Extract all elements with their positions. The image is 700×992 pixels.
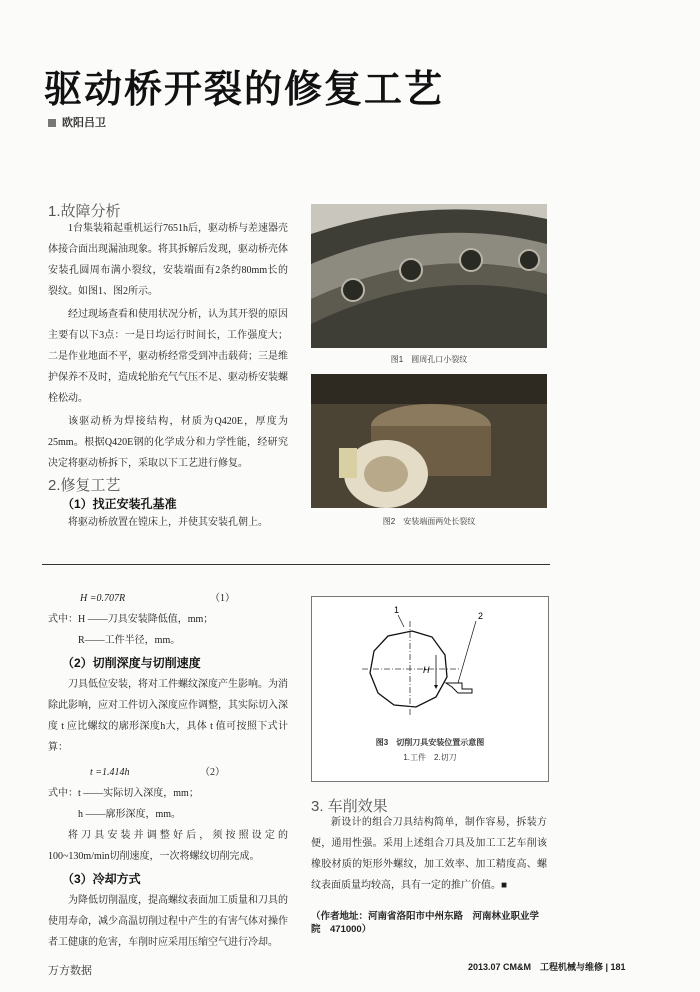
equation-2-definition: h ——廓形深度，mm。 bbox=[78, 809, 182, 820]
article-title: 驱动桥开裂的修复工艺 bbox=[44, 69, 445, 111]
figure3-leader-line bbox=[398, 615, 404, 627]
subsection-paragraph: 为降低切削温度，提高螺纹表面加工质量和刀具的使用寿命，减少高温切削过程中产生的有害气体对操作者工健康的危害，车削时应采用压缩空气进行冷却。 bbox=[48, 895, 288, 948]
subsection-heading: （2）切削深度与切削速度 bbox=[62, 656, 201, 670]
section1-heading: 1.故障分析 bbox=[48, 203, 121, 220]
subsection-heading: （3）冷却方式 bbox=[62, 872, 141, 886]
section-divider bbox=[42, 564, 550, 565]
figure3-label-1: 1 bbox=[394, 605, 400, 615]
figure3-arrow-icon bbox=[434, 685, 438, 689]
equation-2 bbox=[48, 762, 288, 783]
footer-left: 万方数据 bbox=[48, 965, 92, 977]
figure1-caption: 图1 圆周孔口小裂纹 bbox=[390, 355, 468, 364]
figure3-label-h: H bbox=[423, 665, 430, 675]
figure2-caption: 图2 安装端面两处长裂纹 bbox=[382, 517, 476, 526]
equation-2-definition: 式中：t ——实际切入深度，mm； bbox=[48, 788, 199, 799]
figure1-hole bbox=[519, 250, 539, 270]
figure3-diagram bbox=[312, 597, 548, 727]
figure3-label-2: 2 bbox=[478, 611, 484, 621]
subsection-paragraph: 将驱动桥放置在镗床上，并使其安装孔朝上。 bbox=[68, 517, 268, 528]
section1-paragraph: 1台集装箱起重机运行7651h后，驱动桥与差速器壳体接合面出现漏油现象。将其拆解后发现，驱动桥壳体安装孔圆周布满小裂纹，安装端面有2条约80mm长的裂纹。如图1、图2所示。 bbox=[48, 223, 288, 297]
figure2-tool bbox=[339, 448, 357, 478]
footer-page-info: 2013.07 CM&M 工程机械与维修 | 181 bbox=[468, 962, 626, 972]
figure3-caption: 图3 切削刀具安装位置示意图 bbox=[375, 738, 485, 747]
subsection-heading: （1）找正安装孔基准 bbox=[62, 497, 177, 511]
figure3-leader-line bbox=[458, 621, 476, 683]
figure2-upper-shadow bbox=[311, 374, 547, 404]
section3-paragraph: 新设计的组合刀具结构简单，制作容易，拆装方便，通用性强。采用上述组合刀具及加工工艺车削该橡胶材质的矩形外螺纹，加工效率、加工精度高、螺纹表面质量均较高，具有一定的推广价值。■ bbox=[311, 817, 547, 891]
author-name: 欧阳吕卫 bbox=[62, 117, 106, 129]
section1-body bbox=[48, 218, 288, 474]
figure1-photo bbox=[311, 204, 547, 348]
section3-heading: 3. 车削效果 bbox=[311, 798, 388, 815]
figure1-hole bbox=[342, 279, 364, 301]
figure3-cutter-shape bbox=[446, 683, 472, 693]
figure2-photo bbox=[311, 374, 547, 508]
equation-1 bbox=[48, 588, 288, 609]
section1-paragraph: 经过现场查看和使用状况分析，认为其开裂的原因主要有以下3点：一是日均运行时间长，工作强度大；二是作业地面不平，驱动桥经常受到冲击载荷；三是维护保养不及时，造成轮胎充气气压不足、驱动桥安装螺栓松动。 bbox=[48, 309, 288, 404]
equation-1-definition: 式中：H ——刀具安装降低值，mm； bbox=[48, 614, 214, 625]
figure1-hole bbox=[460, 249, 482, 271]
section3-body bbox=[311, 812, 547, 896]
section1-paragraph: 该驱动桥为焊接结构，材质为Q420E，厚度为25mm。根据Q420E钢的化学成分和力学性能，经研究决定将驱动桥拆下，采取以下工艺进行修复。 bbox=[48, 416, 288, 469]
square-bullet-icon bbox=[48, 119, 56, 127]
figure3-frame bbox=[311, 596, 549, 782]
figure2-flange-hub bbox=[364, 456, 408, 492]
section2-heading: 2.修复工艺 bbox=[48, 477, 121, 494]
author-line bbox=[48, 114, 106, 130]
equation-1-formula: H =0.707R bbox=[80, 593, 126, 604]
author-address: （作者地址：河南省洛阳市中州东路 河南林业职业学院 471000） bbox=[311, 911, 540, 935]
equation-2-formula: t =1.414h bbox=[90, 767, 130, 778]
figure1-hole bbox=[400, 259, 422, 281]
equation-1-number: （1） bbox=[210, 593, 235, 604]
subsection-paragraph: 将刀具安装并调整好后，须按照设定的100~130m/min切削速度，一次将螺纹切削完成。 bbox=[48, 830, 288, 862]
equation-2-number: （2） bbox=[200, 767, 225, 778]
subsection-paragraph: 刀具低位安装，将对工件螺纹深度产生影响。为消除此影响，应对工件切入深度应作调整，其实际切入深度 t 应比螺纹的廓形深度h大，具体 t 值可按照下式计算： bbox=[48, 679, 288, 753]
section2-continued bbox=[48, 588, 288, 953]
figure3-subcaption: 1.工件 2.切刀 bbox=[403, 753, 457, 762]
equation-1-definition: R——工件半径，mm。 bbox=[78, 635, 181, 646]
